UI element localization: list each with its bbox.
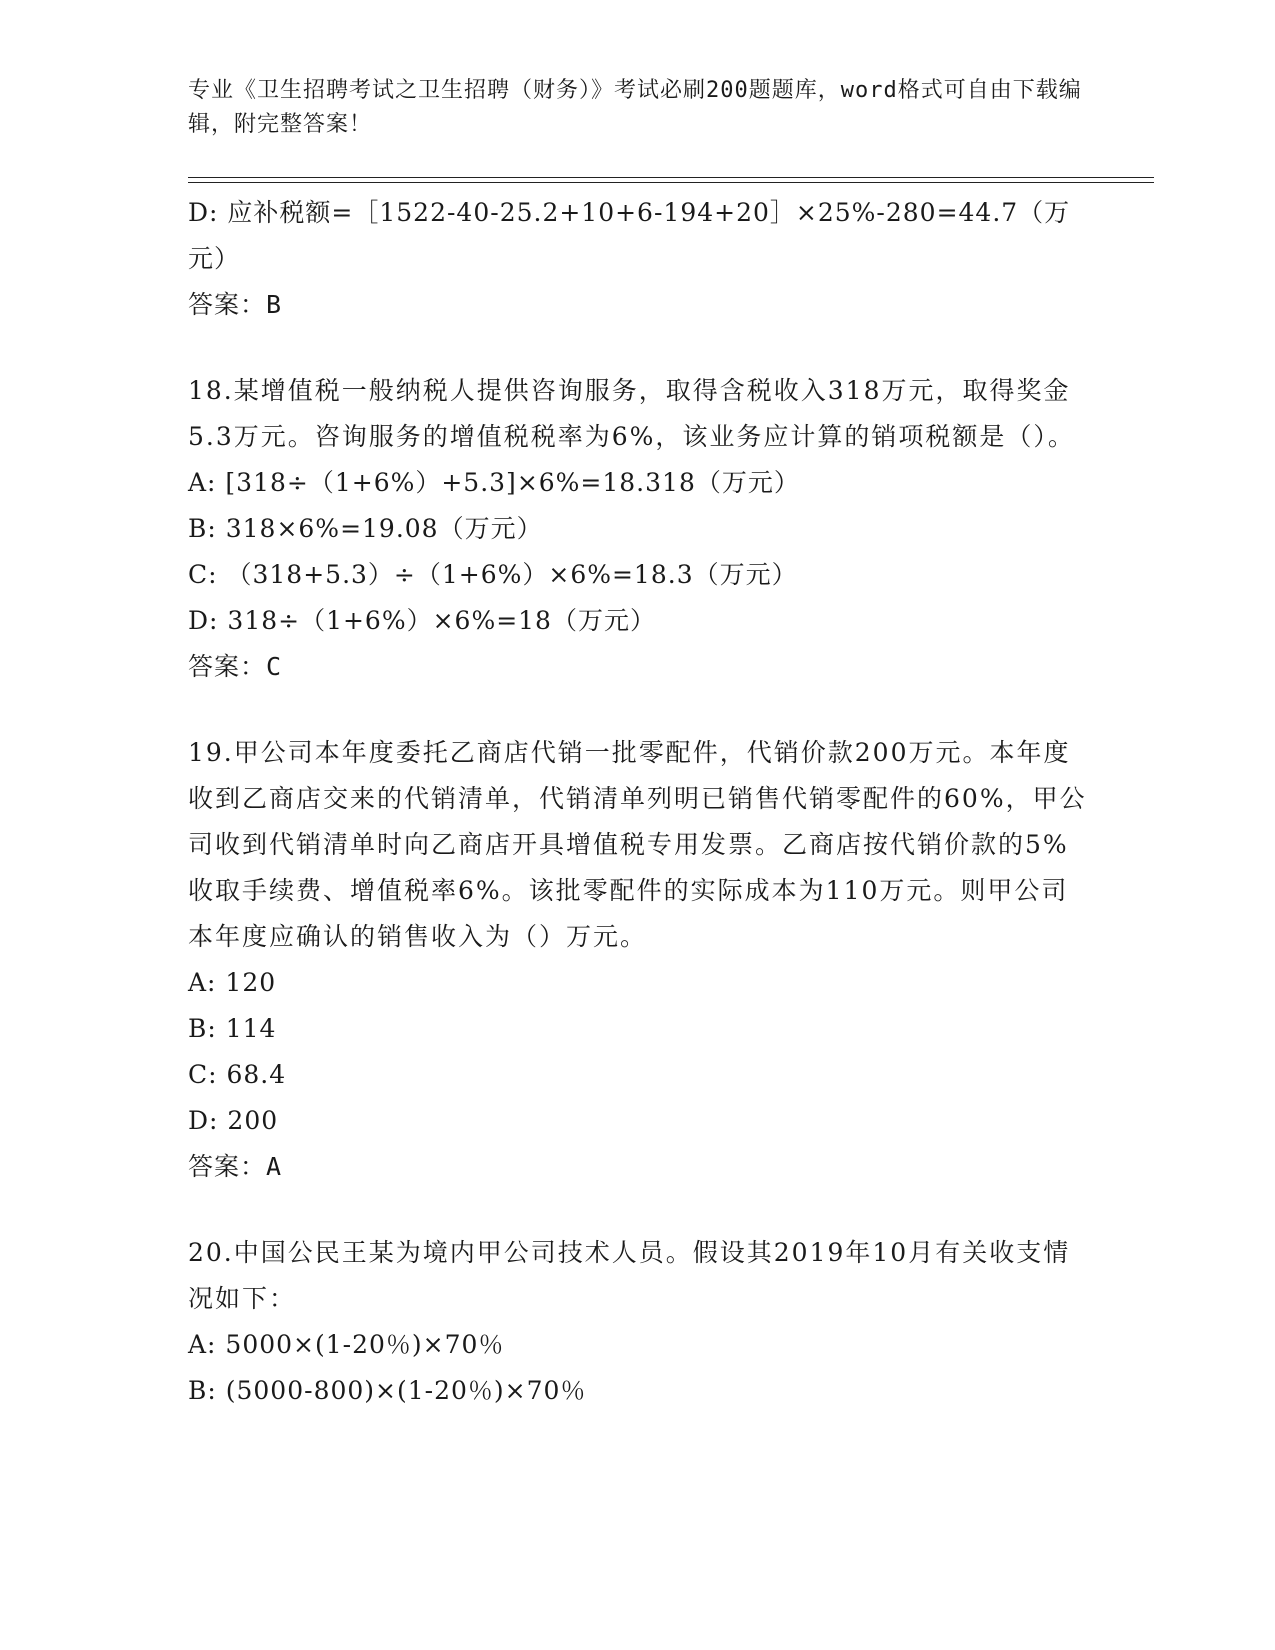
option-c: C: 68.4 <box>188 1060 287 1089</box>
question-19 <box>188 730 1088 1190</box>
previous-question-tail <box>188 190 1088 328</box>
option-d: D: 318÷（1+6%）×6%=18（万元） <box>188 606 656 635</box>
answer-line: 答案：A <box>188 1152 283 1181</box>
option-b: B: (5000-800)×(1-20％)×70％ <box>188 1376 587 1405</box>
page-header: 专业《卫生招聘考试之卫生招聘（财务）》考试必刷200题题库，word格式可自由下载编辑，附完整答案！ <box>188 78 1082 137</box>
question-18 <box>188 368 1088 690</box>
question-stem: 18.某增值税一般纳税人提供咨询服务，取得含税收入318万元，取得奖金5.3万元。咨询服务的增值税税率为6%，该业务应计算的销项税额是（）。 <box>188 376 1075 451</box>
option-c: C: （318+5.3）÷（1+6%）×6%=18.3（万元） <box>188 560 798 589</box>
document-body <box>188 190 1088 1414</box>
question-stem: 19.甲公司本年度委托乙商店代销一批零配件，代销价款200万元。本年度收到乙商店交来的代销清单，代销清单列明已销售代销零配件的60%，甲公司收到代销清单时向乙商店开具增值税专用发票。乙商店按代销价款的5%收取手续费、增值税率6%。该批零配件的实际成本为110万元。则甲公司本年度应确认的销售收入为（）万元。 <box>188 738 1087 951</box>
header-rule-top <box>188 177 1154 178</box>
question-stem: 20.中国公民王某为境内甲公司技术人员。假设其2019年10月有关收支情况如下： <box>188 1238 1071 1313</box>
answer-line: 答案：C <box>188 652 283 681</box>
answer-line: 答案：B <box>188 290 283 319</box>
option-d: D: 200 <box>188 1106 279 1135</box>
option-a: A: 120 <box>188 968 277 997</box>
question-20 <box>188 1230 1088 1414</box>
header-rule-bottom <box>188 182 1154 183</box>
option-a: A: 5000×(1-20％)×70％ <box>188 1330 505 1359</box>
option-a: A: [318÷（1+6%）+5.3]×6%=18.318（万元） <box>188 468 800 497</box>
option-b: B: 114 <box>188 1014 277 1043</box>
option-b: B: 318×6%=19.08（万元） <box>188 514 543 543</box>
option-d: D: 应补税额=［1522-40-25.2+10+6-194+20］×25%-280=44.7（万元） <box>188 198 1071 273</box>
